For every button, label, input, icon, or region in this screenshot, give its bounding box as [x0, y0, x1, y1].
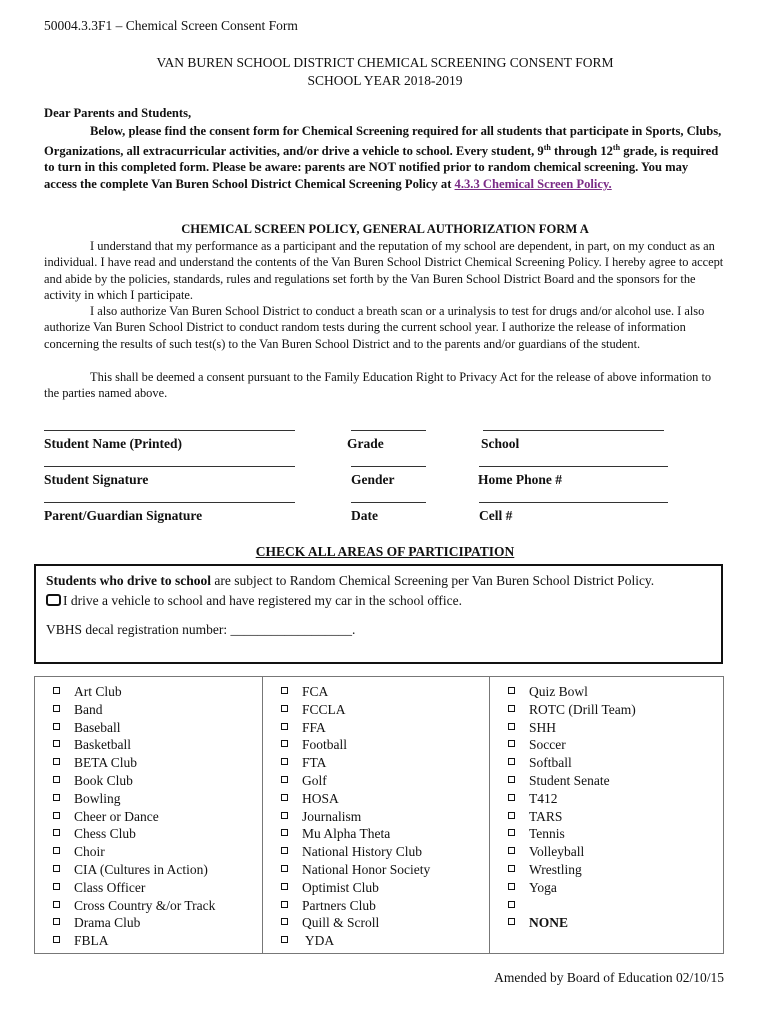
activity-label: Book Club	[74, 772, 133, 788]
activity-item[interactable]	[53, 843, 262, 861]
activity-label: Optimist Club	[302, 879, 379, 895]
activity-item[interactable]	[281, 719, 489, 737]
activity-label: Journalism	[302, 808, 362, 824]
driver-checkbox[interactable]	[46, 594, 61, 606]
consent-paragraph-1: I understand that my performance as a participant and the reputation of my school are dependent, in part, on my conduct as an individual. I have read and understand the contents of the Van Buren School District Chemical Screening Policy. I hereby agree to accept and abide by the policies, standards, rules and regulations set forth by the Van Buren School District Board and the sponsors for the activity in which I participate.	[44, 239, 724, 303]
checkbox-icon[interactable]	[508, 687, 515, 694]
activities-grid	[34, 676, 724, 954]
checkbox-icon[interactable]	[508, 794, 515, 801]
checkbox-icon[interactable]	[281, 829, 288, 836]
activity-label: Wrestling	[529, 861, 582, 877]
activity-item[interactable]	[508, 879, 723, 897]
activity-item[interactable]	[281, 897, 489, 915]
checkbox-icon[interactable]	[53, 865, 60, 872]
consent-paragraph-3: This shall be deemed a consent pursuant to the Family Education Right to Privacy Act for the release of above information to the parties named above.	[44, 370, 712, 401]
activity-label: Bowling	[74, 790, 121, 806]
activity-label: Choir	[74, 844, 105, 860]
checkbox-icon[interactable]	[508, 776, 515, 783]
activity-label: Student Senate	[529, 772, 610, 788]
activity-label: Softball	[529, 755, 572, 771]
activity-label: SHH	[529, 719, 557, 735]
activity-item[interactable]	[508, 843, 723, 861]
activity-item[interactable]	[508, 914, 723, 932]
activity-item[interactable]	[53, 932, 262, 950]
activities-column-2	[262, 677, 489, 953]
school-year: SCHOOL YEAR 2018-2019	[307, 73, 463, 88]
driver-notice: Students who drive to school are subject to Random Chemical Screening per Van Buren School District Policy.	[46, 573, 655, 588]
activity-item[interactable]	[53, 861, 262, 879]
checkbox-icon[interactable]	[508, 865, 515, 872]
activity-label: Tennis	[529, 826, 565, 842]
checkbox-icon[interactable]	[53, 901, 60, 908]
intro-paragraph: Below, please find the consent form for Chemical Screening required for all students that participate in Sports, Clubs, Organizations, all extracurricular activities, and/or drive a vehicle to school. Every student, 9th through 12th grade, is required to turn in this completed form. Please be aware: parents are NOT notified prior to random chemical screening. You may access the complete Van Buren School District Chemical Screening Policy at 4.3.3 Chemical Screen Policy.	[44, 124, 722, 191]
activity-item[interactable]	[281, 790, 489, 808]
student-name-label: Student Name (Printed)	[44, 436, 182, 451]
activity-item[interactable]	[508, 772, 723, 790]
activity-label: TARS	[529, 808, 563, 824]
activity-item[interactable]	[281, 914, 489, 932]
checkbox-icon[interactable]	[53, 883, 60, 890]
activity-label: Mu Alpha Theta	[302, 826, 391, 842]
checkbox-icon[interactable]	[281, 705, 288, 712]
checkbox-icon[interactable]	[281, 847, 288, 854]
policy-link[interactable]: 4.3.3 Chemical Screen Policy.	[454, 176, 612, 191]
checkbox-icon[interactable]	[508, 705, 515, 712]
home-phone-label: Home Phone #	[478, 472, 562, 487]
activity-label: Quiz Bowl	[529, 684, 588, 699]
activity-label: FTA	[302, 755, 327, 771]
activity-item[interactable]	[508, 861, 723, 879]
parent-signature-label: Parent/Guardian Signature	[44, 508, 203, 523]
checkbox-icon[interactable]	[508, 740, 515, 747]
cell-label: Cell #	[479, 508, 513, 523]
activity-label: FBLA	[74, 933, 109, 949]
decal-field[interactable]: VBHS decal registration number: __________________.	[46, 622, 356, 637]
activity-label: Cross Country &/or Track	[74, 897, 216, 913]
checkbox-icon[interactable]	[53, 776, 60, 783]
activity-item[interactable]	[508, 897, 723, 915]
school-label: School	[481, 436, 520, 451]
activity-label: Class Officer	[74, 879, 146, 895]
checkbox-icon[interactable]	[508, 829, 515, 836]
checkbox-icon[interactable]	[281, 687, 288, 694]
checkbox-icon[interactable]	[281, 812, 288, 819]
document-id: 50004.3.3F1 – Chemical Screen Consent Form	[44, 18, 298, 33]
activity-item[interactable]	[281, 825, 489, 843]
checkbox-icon[interactable]	[281, 901, 288, 908]
activity-label: FCA	[302, 684, 329, 699]
grade-label: Grade	[347, 436, 384, 451]
activity-label: Quill & Scroll	[302, 915, 380, 931]
checkbox-icon[interactable]	[281, 918, 288, 925]
parent-signature-line[interactable]	[44, 502, 295, 503]
home-phone-line[interactable]	[479, 466, 668, 467]
checkbox-icon[interactable]	[508, 812, 515, 819]
activity-item[interactable]	[53, 772, 262, 790]
activity-item[interactable]	[508, 736, 723, 754]
activity-label: CIA (Cultures in Action)	[74, 861, 208, 877]
activity-item[interactable]	[508, 754, 723, 772]
driver-checkbox-label: I drive a vehicle to school and have registered my car in the school office.	[63, 592, 462, 608]
cell-line[interactable]	[479, 502, 668, 503]
activities-column-3	[489, 677, 723, 953]
checkbox-icon[interactable]	[53, 740, 60, 747]
activity-label: National Honor Society	[302, 861, 431, 877]
activity-item[interactable]	[53, 736, 262, 754]
activity-label: YDA	[302, 933, 335, 949]
activity-label: Golf	[302, 772, 327, 788]
gender-line[interactable]	[351, 466, 426, 467]
checkbox-icon[interactable]	[281, 865, 288, 872]
amendment-note: Amended by Board of Education 02/10/15	[494, 970, 724, 985]
checkbox-icon[interactable]	[281, 740, 288, 747]
checkbox-icon[interactable]	[53, 918, 60, 925]
activity-item[interactable]	[53, 914, 262, 932]
activity-item[interactable]	[281, 808, 489, 826]
activity-item[interactable]	[53, 790, 262, 808]
checkbox-icon[interactable]	[53, 687, 60, 694]
activity-label: Art Club	[74, 684, 122, 699]
date-label: Date	[351, 508, 378, 523]
checkbox-icon[interactable]	[281, 723, 288, 730]
activity-item[interactable]	[508, 825, 723, 843]
checkbox-icon[interactable]	[53, 847, 60, 854]
activity-item[interactable]	[508, 790, 723, 808]
activity-item[interactable]	[508, 701, 723, 719]
driver-checkbox-row	[46, 592, 711, 610]
activity-label: Chess Club	[74, 826, 136, 842]
activity-item[interactable]	[53, 719, 262, 737]
activity-item[interactable]	[53, 754, 262, 772]
checkbox-icon[interactable]	[53, 936, 60, 943]
consent-paragraph-2: I also authorize Van Buren School District to conduct a breath scan or a urinalysis to test for drugs and/or alcohol use. I also authorize Van Buren School District to conduct random tests during the current school year. I authorize the release of information concerning the results of such test(s) to the Van Buren School District and to the parents and/or guardians of the student.	[44, 304, 705, 351]
activity-label: Football	[302, 737, 348, 753]
activity-label: Partners Club	[302, 897, 376, 913]
activity-label: HOSA	[302, 790, 339, 806]
checkbox-icon[interactable]	[508, 723, 515, 730]
gender-label: Gender	[351, 472, 395, 487]
checkbox-icon[interactable]	[508, 758, 515, 765]
policy-heading: CHEMICAL SCREEN POLICY, GENERAL AUTHORIZATION FORM A	[181, 222, 589, 236]
activity-label: T412	[529, 790, 558, 806]
checkbox-icon[interactable]	[508, 883, 515, 890]
activity-label: NONE	[529, 915, 569, 931]
salutation: Dear Parents and Students,	[44, 106, 192, 120]
checkbox-icon[interactable]	[53, 705, 60, 712]
participation-title: CHECK ALL AREAS OF PARTICIPATION	[255, 544, 515, 559]
activity-item[interactable]	[508, 719, 723, 737]
activity-label: Soccer	[529, 737, 566, 753]
activity-item[interactable]	[281, 843, 489, 861]
activity-label: Basketball	[74, 737, 131, 753]
checkbox-icon[interactable]	[53, 829, 60, 836]
form-title: VAN BUREN SCHOOL DISTRICT CHEMICAL SCREENING CONSENT FORM	[156, 55, 614, 70]
activity-label: FFA	[302, 719, 326, 735]
activity-label: National History Club	[302, 844, 422, 860]
activity-label: BETA Club	[74, 755, 138, 771]
student-signature-line[interactable]	[44, 466, 295, 467]
school-line[interactable]	[483, 430, 664, 431]
activity-item[interactable]	[53, 683, 262, 701]
activity-item[interactable]	[281, 861, 489, 879]
driver-box	[34, 564, 723, 664]
checkbox-icon[interactable]	[53, 758, 60, 765]
activity-item[interactable]	[53, 825, 262, 843]
activity-item[interactable]	[281, 683, 489, 701]
activity-label: Volleyball	[529, 844, 585, 860]
activity-label: Baseball	[74, 719, 121, 735]
activity-label: Cheer or Dance	[74, 808, 159, 824]
grade-line[interactable]	[351, 430, 426, 431]
activity-item[interactable]	[281, 736, 489, 754]
activity-label: ROTC (Drill Team)	[529, 701, 636, 717]
student-signature-label: Student Signature	[44, 472, 149, 487]
checkbox-icon[interactable]	[508, 918, 515, 925]
activity-label: FCCLA	[302, 701, 346, 717]
activity-item[interactable]	[508, 683, 723, 701]
checkbox-icon[interactable]	[281, 794, 288, 801]
checkbox-icon[interactable]	[281, 776, 288, 783]
activity-label: Drama Club	[74, 915, 141, 931]
checkbox-icon[interactable]	[281, 883, 288, 890]
activity-item[interactable]	[53, 879, 262, 897]
activity-label: Yoga	[529, 879, 557, 895]
checkbox-icon[interactable]	[53, 723, 60, 730]
date-line[interactable]	[351, 502, 426, 503]
checkbox-icon[interactable]	[508, 847, 515, 854]
student-name-line[interactable]	[44, 430, 295, 431]
activity-label: Band	[74, 701, 103, 717]
activity-item[interactable]	[53, 808, 262, 826]
activity-item[interactable]	[508, 808, 723, 826]
checkbox-icon[interactable]	[53, 794, 60, 801]
checkbox-icon[interactable]	[508, 901, 515, 908]
activity-item[interactable]	[281, 772, 489, 790]
checkbox-icon[interactable]	[53, 812, 60, 819]
checkbox-icon[interactable]	[281, 936, 288, 943]
activity-item[interactable]	[281, 754, 489, 772]
activity-item[interactable]	[53, 897, 262, 915]
activity-item[interactable]	[281, 879, 489, 897]
activity-item[interactable]	[281, 701, 489, 719]
activities-column-1	[35, 677, 262, 953]
activity-item[interactable]	[53, 701, 262, 719]
activity-item[interactable]	[281, 932, 489, 950]
checkbox-icon[interactable]	[281, 758, 288, 765]
